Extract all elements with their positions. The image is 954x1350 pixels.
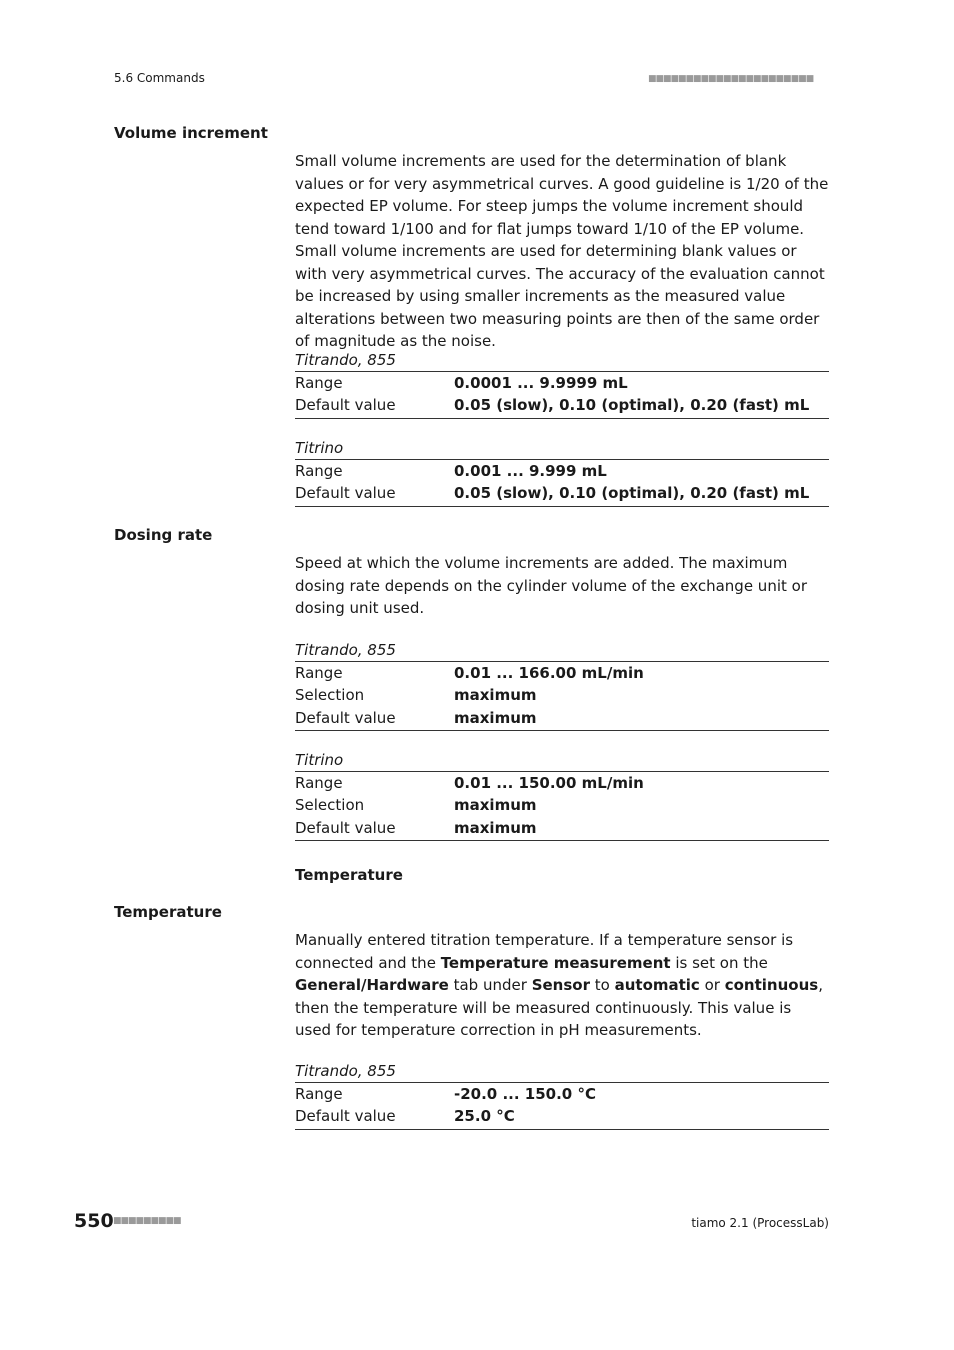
table-caption: Titrando, 855 (295, 639, 829, 662)
table-rule (295, 1128, 829, 1130)
row-value: 0.05 (slow), 0.10 (optimal), 0.20 (fast) mL (454, 396, 810, 415)
temperature-table-titrando (295, 1060, 829, 1130)
row-value: 0.0001 ... 9.9999 mL (454, 374, 628, 392)
dosing-rate-text: Speed at which the volume increments are added. The maximum dosing rate depends on the cylinder volume of the exchange unit or dosing unit used. (295, 554, 807, 617)
table-row (295, 817, 829, 839)
row-label: Range (295, 664, 343, 682)
dosing-rate-heading: Dosing rate (114, 526, 213, 544)
table-row (295, 794, 829, 816)
row-value: maximum (454, 796, 537, 815)
row-value: -20.0 ... 150.0 °C (454, 1085, 596, 1103)
row-value: maximum (454, 686, 537, 705)
table-row (295, 482, 829, 504)
row-value: 25.0 °C (454, 1107, 515, 1126)
row-value: maximum (454, 708, 537, 727)
row-label: Default value (295, 396, 396, 415)
text-run-bold: Temperature measurement (440, 953, 671, 972)
row-label: Default value (295, 708, 396, 727)
row-label: Range (295, 774, 343, 792)
table-caption: Titrino (295, 437, 829, 460)
text-run: to (589, 976, 615, 994)
volume-increment-text: Small volume increments are used for the determination of blank values or for very asymmetrical curves. A good guideline is 1/20 of the expected EP volume. For steep jumps the volume increment should tend toward 1/100 and for flat jumps toward 1/10 of the EP volume. Small volume increments are used for determining blank values or with very asymmetrical curves. The accuracy of the evaluation cannot be increased by using smaller increments as the measured value alterations between two measuring points are then of the same order of magnitude as the noise. (295, 152, 829, 350)
table-row (295, 372, 829, 394)
row-label: Range (295, 462, 343, 480)
text-run-bold: automatic (614, 976, 700, 994)
footer-decoration: ■■■■■■■■■ (113, 1216, 181, 1226)
table-caption: Titrando, 855 (295, 349, 829, 372)
row-value: 0.05 (slow), 0.10 (optimal), 0.20 (fast) mL (454, 484, 810, 503)
text-run-bold: General/Hardware (295, 976, 449, 994)
table-row (295, 1105, 829, 1127)
dosing-rate-table-titrando (295, 639, 829, 731)
table-rule (295, 505, 829, 507)
table-caption: Titrino (295, 749, 829, 772)
dosing-rate-table-titrino (295, 749, 829, 841)
temperature-heading: Temperature (114, 903, 222, 921)
table-row (295, 707, 829, 729)
row-label: Default value (295, 1107, 396, 1126)
temperature-text (295, 929, 829, 1042)
text-run: Manually entered titration temperature. If a temperature sensor is connected and the (295, 931, 794, 972)
table-row (295, 662, 829, 684)
table-row (295, 684, 829, 706)
table-row (295, 460, 829, 482)
table-rule (295, 729, 829, 731)
row-label: Selection (295, 796, 365, 815)
row-value: 0.01 ... 166.00 mL/min (454, 664, 644, 682)
volume-increment-table-titrando (295, 349, 829, 419)
table-row (295, 772, 829, 794)
table-rule (295, 417, 829, 419)
text-run: , then the temperature will be measured continuously. This value is used for temperature correction in pH measurements. (295, 976, 823, 1039)
header-section: 5.6 Commands (114, 71, 205, 85)
table-row (295, 394, 829, 416)
row-label: Selection (295, 686, 365, 705)
text-run-bold: continuous (724, 976, 819, 994)
table-caption: Titrando, 855 (295, 1060, 829, 1083)
row-label: Range (295, 1085, 343, 1103)
text-run-bold: Sensor (531, 976, 590, 994)
header-decoration: ■■■■■■■■■■■■■■■■■■■■■■ (648, 74, 814, 84)
row-label: Default value (295, 818, 396, 837)
temperature-section-heading: Temperature (295, 866, 403, 884)
text-run: is set on the (670, 953, 768, 972)
row-label: Range (295, 374, 343, 392)
volume-increment-heading: Volume increment (114, 124, 268, 142)
row-value: maximum (454, 818, 537, 837)
page-number: 550 (74, 1210, 114, 1232)
row-value: 0.01 ... 150.00 mL/min (454, 774, 644, 792)
footer-product: tiamo 2.1 (ProcessLab) (691, 1216, 829, 1230)
text-run: tab under (448, 976, 532, 994)
row-label: Default value (295, 484, 396, 503)
row-value: 0.001 ... 9.999 mL (454, 462, 607, 480)
volume-increment-table-titrino (295, 437, 829, 507)
table-row (295, 1083, 829, 1105)
table-rule (295, 839, 829, 841)
text-run: or (699, 976, 725, 994)
